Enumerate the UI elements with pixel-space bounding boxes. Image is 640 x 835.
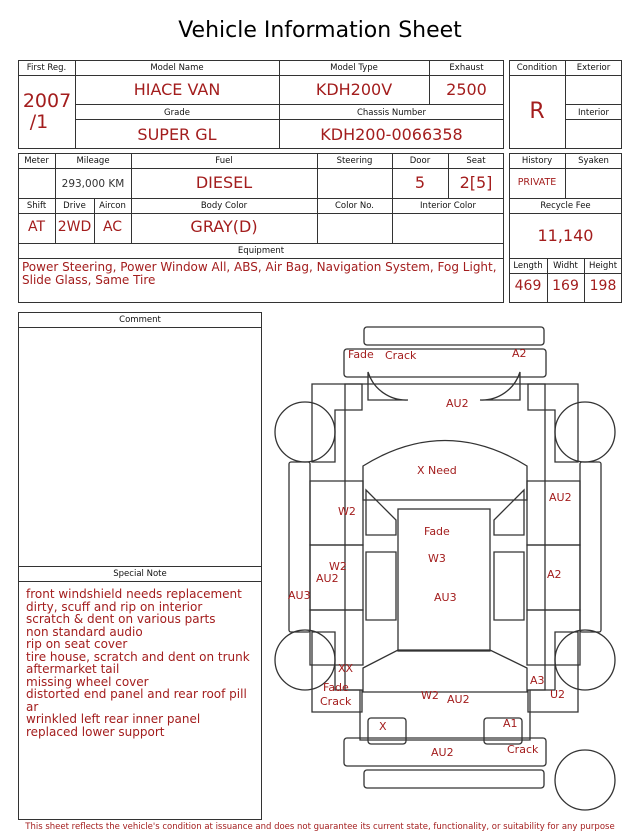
list-item: replaced lower support xyxy=(26,724,165,739)
damage-mark: Fade xyxy=(323,681,349,694)
list-item: non standard audio xyxy=(26,624,143,639)
list-item: rip on seat cover xyxy=(26,637,128,651)
seat-value: 2[5] xyxy=(459,173,493,192)
condition-value: R xyxy=(529,99,545,124)
list-item: distorted end panel and rear roof pill xyxy=(26,687,247,701)
exterior-label: Exterior xyxy=(576,63,611,73)
damage-mark: AU2 xyxy=(316,572,339,585)
damage-mark: Crack xyxy=(385,349,417,362)
length-value: 469 xyxy=(514,278,542,294)
headlight-left xyxy=(368,372,408,400)
damage-mark: W2 xyxy=(338,505,356,518)
damage-mark: Fade xyxy=(348,348,374,361)
list-item: ar xyxy=(26,699,39,714)
aircon-value: AC xyxy=(102,219,123,235)
damage-mark: W2 xyxy=(421,689,439,702)
right-rear-quarter xyxy=(527,610,580,665)
model-name-value: HIACE VAN xyxy=(133,80,221,99)
recycle-fee-value: 11,140 xyxy=(537,226,594,245)
door-value: 5 xyxy=(414,173,426,192)
rear-right-wheel xyxy=(555,630,615,690)
damage-mark: U2 xyxy=(550,688,566,701)
width-value: 169 xyxy=(552,278,579,294)
list-item: dirty, scuff and rip on interior xyxy=(26,599,203,614)
width-label: Widht xyxy=(553,261,578,271)
first-reg-year: 2007 xyxy=(22,90,72,112)
model-type-value: KDH200V xyxy=(315,80,393,99)
damage-mark: AU2 xyxy=(447,693,470,706)
left-middle-glass xyxy=(366,552,396,620)
front-right-fender xyxy=(528,384,578,462)
first-reg-label: First Reg. xyxy=(26,63,67,73)
mileage-label: Mileage xyxy=(76,156,110,166)
page-title: Vehicle Information Sheet xyxy=(178,18,462,43)
grade-label: Grade xyxy=(164,108,190,118)
front-bumper-top xyxy=(364,327,544,345)
length-label: Length xyxy=(513,261,543,271)
door-label: Door xyxy=(409,156,431,166)
condition-label: Condition xyxy=(516,63,558,73)
spare-wheel xyxy=(555,750,615,810)
disclaimer-footer: This sheet reflects the vehicle's condition at issuance and does not guarantee its current state, functionality, or suitability for any purpose xyxy=(25,822,615,832)
damage-mark: X xyxy=(379,720,387,733)
right-middle-glass xyxy=(494,552,524,620)
model-type-label: Model Type xyxy=(330,63,378,73)
left-rear-quarter xyxy=(310,610,363,665)
grade-value: SUPER GL xyxy=(137,125,217,144)
interior-color-label: Interior Color xyxy=(420,201,476,211)
steering-label: Steering xyxy=(336,156,373,166)
rear-bumper-bottom xyxy=(364,770,544,788)
interior-label: Interior xyxy=(577,108,609,118)
list-item: aftermarket tail xyxy=(26,662,120,676)
right-side-panel xyxy=(580,462,601,632)
damage-mark: A3 xyxy=(530,674,545,687)
list-item: front windshield needs replacement xyxy=(26,587,242,601)
fuel-value: DIESEL xyxy=(195,173,253,192)
rear-window xyxy=(363,650,527,692)
special-note-label: Special Note xyxy=(113,569,167,579)
damage-mark: AU3 xyxy=(434,591,457,604)
front-right-wheel xyxy=(555,402,615,462)
left-front-glass xyxy=(366,490,396,535)
damage-mark: W2 xyxy=(329,560,347,573)
height-label: Height xyxy=(588,261,618,271)
damage-mark: XX xyxy=(338,662,354,675)
damage-mark: AU3 xyxy=(288,589,311,602)
headlight-right xyxy=(480,372,520,400)
mileage-value: 293,000 KM xyxy=(61,178,125,190)
history-value: PRIVATE xyxy=(517,177,557,188)
model-name-label: Model Name xyxy=(150,63,204,73)
exhaust-value: 2500 xyxy=(446,80,487,99)
shift-value: AT xyxy=(27,219,46,235)
aircon-label: Aircon xyxy=(99,201,126,211)
first-reg-month: /1 xyxy=(29,111,49,133)
shift-label: Shift xyxy=(26,201,47,211)
drive-value: 2WD xyxy=(57,219,92,235)
damage-mark: Crack xyxy=(507,743,539,756)
right-front-glass xyxy=(494,490,524,535)
damage-mark: AU2 xyxy=(431,746,454,759)
damage-mark: A2 xyxy=(547,568,562,581)
recycle-fee-label: Recycle Fee xyxy=(540,201,591,211)
front-left-fender xyxy=(312,384,362,462)
body-color-value: GRAY(D) xyxy=(190,217,258,236)
damage-mark: A1 xyxy=(503,717,518,730)
exhaust-label: Exhaust xyxy=(449,63,484,73)
history-label: History xyxy=(521,156,553,166)
color-no-label: Color No. xyxy=(334,201,374,211)
damage-mark: W3 xyxy=(428,552,446,565)
chassis-number-value: KDH200-0066358 xyxy=(320,125,463,144)
body-color-label: Body Color xyxy=(200,201,248,211)
list-item: wrinkled left rear inner panel xyxy=(26,712,201,726)
damage-mark: Fade xyxy=(424,525,450,538)
equipment-label: Equipment xyxy=(237,246,285,256)
fuel-label: Fuel xyxy=(215,156,233,166)
comment-label: Comment xyxy=(119,315,161,325)
vehicle-damage-diagram xyxy=(270,318,630,818)
syaken-label: Syaken xyxy=(578,156,609,166)
seat-label: Seat xyxy=(466,156,486,166)
equipment-value: Power Steering, Power Window All, ABS, Air Bag, Navigation System, Fog Light, Slide Glass, Same Tire xyxy=(22,260,497,287)
meter-label: Meter xyxy=(24,156,49,166)
list-item: scratch & dent on various parts xyxy=(26,612,216,626)
chassis-number-label: Chassis Number xyxy=(356,108,427,118)
list-item: missing wheel cover xyxy=(26,674,149,689)
damage-mark: Crack xyxy=(320,695,352,708)
height-value: 198 xyxy=(589,278,617,294)
damage-mark: A2 xyxy=(512,347,527,360)
left-side-panel xyxy=(289,462,310,632)
damage-mark: X Need xyxy=(417,464,457,477)
damage-mark: AU2 xyxy=(446,397,469,410)
damage-mark: AU2 xyxy=(549,491,572,504)
list-item: tire house, scratch and dent on trunk xyxy=(26,649,250,664)
drive-label: Drive xyxy=(63,201,86,211)
front-left-wheel xyxy=(275,402,335,462)
